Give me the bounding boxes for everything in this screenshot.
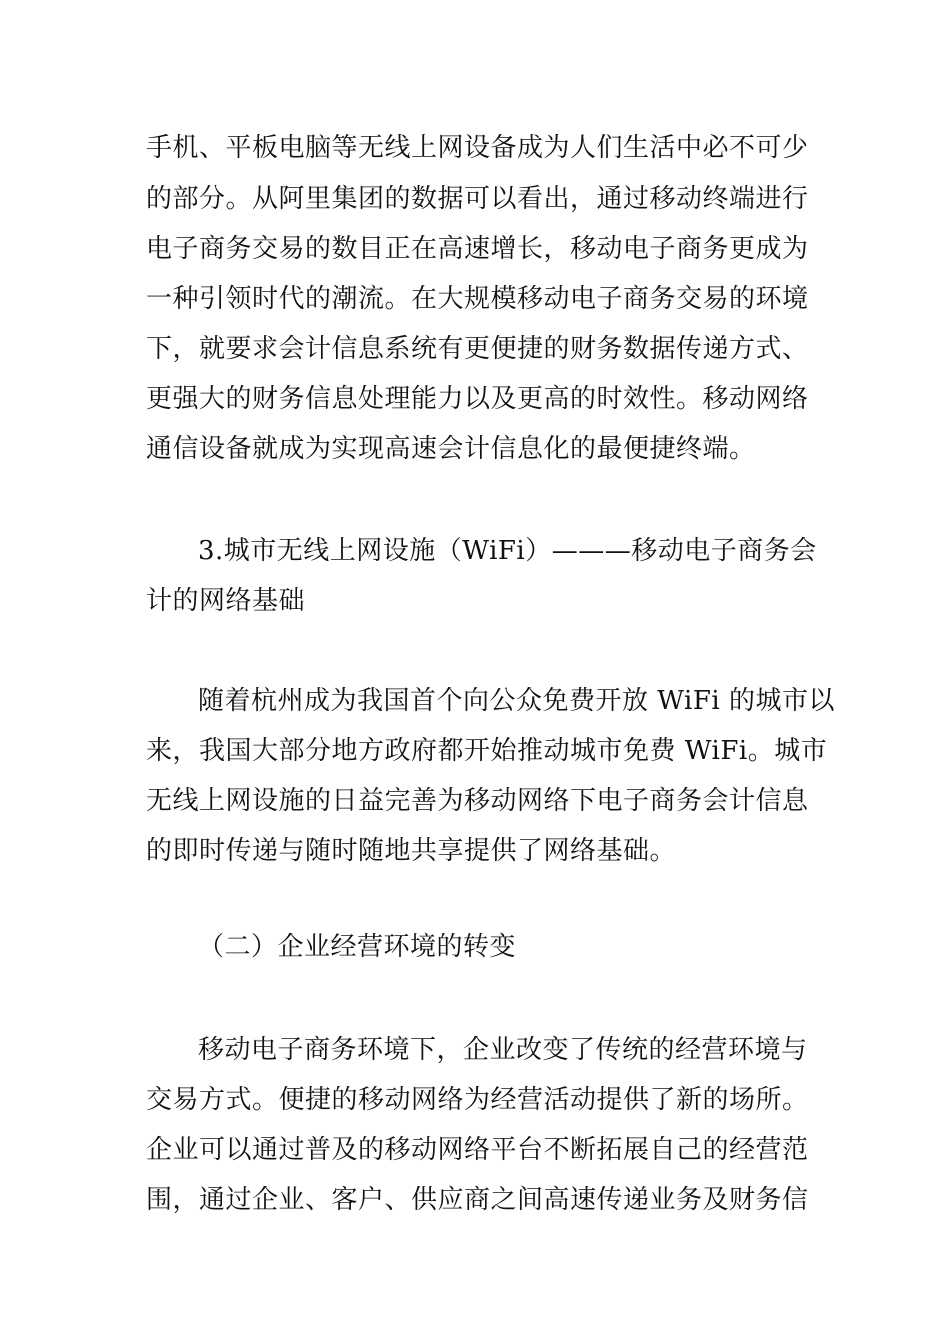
heading-line: 3.城市无线上网设施（WiFi）———移动电子商务会 [198, 536, 817, 566]
text-line: 一种引领时代的潮流。在大规模移动电子商务交易的环境 [146, 284, 809, 314]
text-line: 手机、平板电脑等无线上网设备成为人们生活中必不可少 [146, 133, 809, 163]
section-heading: （二）企业经营环境的转变 [198, 932, 517, 962]
text-line: 企业可以通过普及的移动网络平台不断拓展自己的经营范 [146, 1135, 809, 1165]
text-line: 来，我国大部分地方政府都开始推动城市免费 WiFi。城市 [146, 736, 828, 766]
text-line: 围，通过企业、客户、供应商之间高速传递业务及财务信 [146, 1185, 809, 1215]
text-line: 的部分。从阿里集团的数据可以看出，通过移动终端进行 [146, 184, 809, 214]
text-line: 电子商务交易的数目正在高速增长，移动电子商务更成为 [146, 234, 809, 264]
text-line: 更强大的财务信息处理能力以及更高的时效性。移动网络 [146, 384, 809, 414]
text-line: 下，就要求会计信息系统有更便捷的财务数据传递方式、 [146, 334, 809, 364]
text-line: 无线上网设施的日益完善为移动网络下电子商务会计信息 [146, 786, 809, 816]
text-line: 的即时传递与随时随地共享提供了网络基础。 [146, 836, 677, 866]
text-line: 随着杭州成为我国首个向公众免费开放 WiFi 的城市以 [198, 686, 835, 716]
text-line: 通信设备就成为实现高速会计信息化的最便捷终端。 [146, 434, 756, 464]
heading-line: 计的网络基础 [146, 586, 306, 616]
text-line: 移动电子商务环境下，企业改变了传统的经营环境与 [198, 1035, 808, 1065]
text-line: 交易方式。便捷的移动网络为经营活动提供了新的场所。 [146, 1085, 809, 1115]
